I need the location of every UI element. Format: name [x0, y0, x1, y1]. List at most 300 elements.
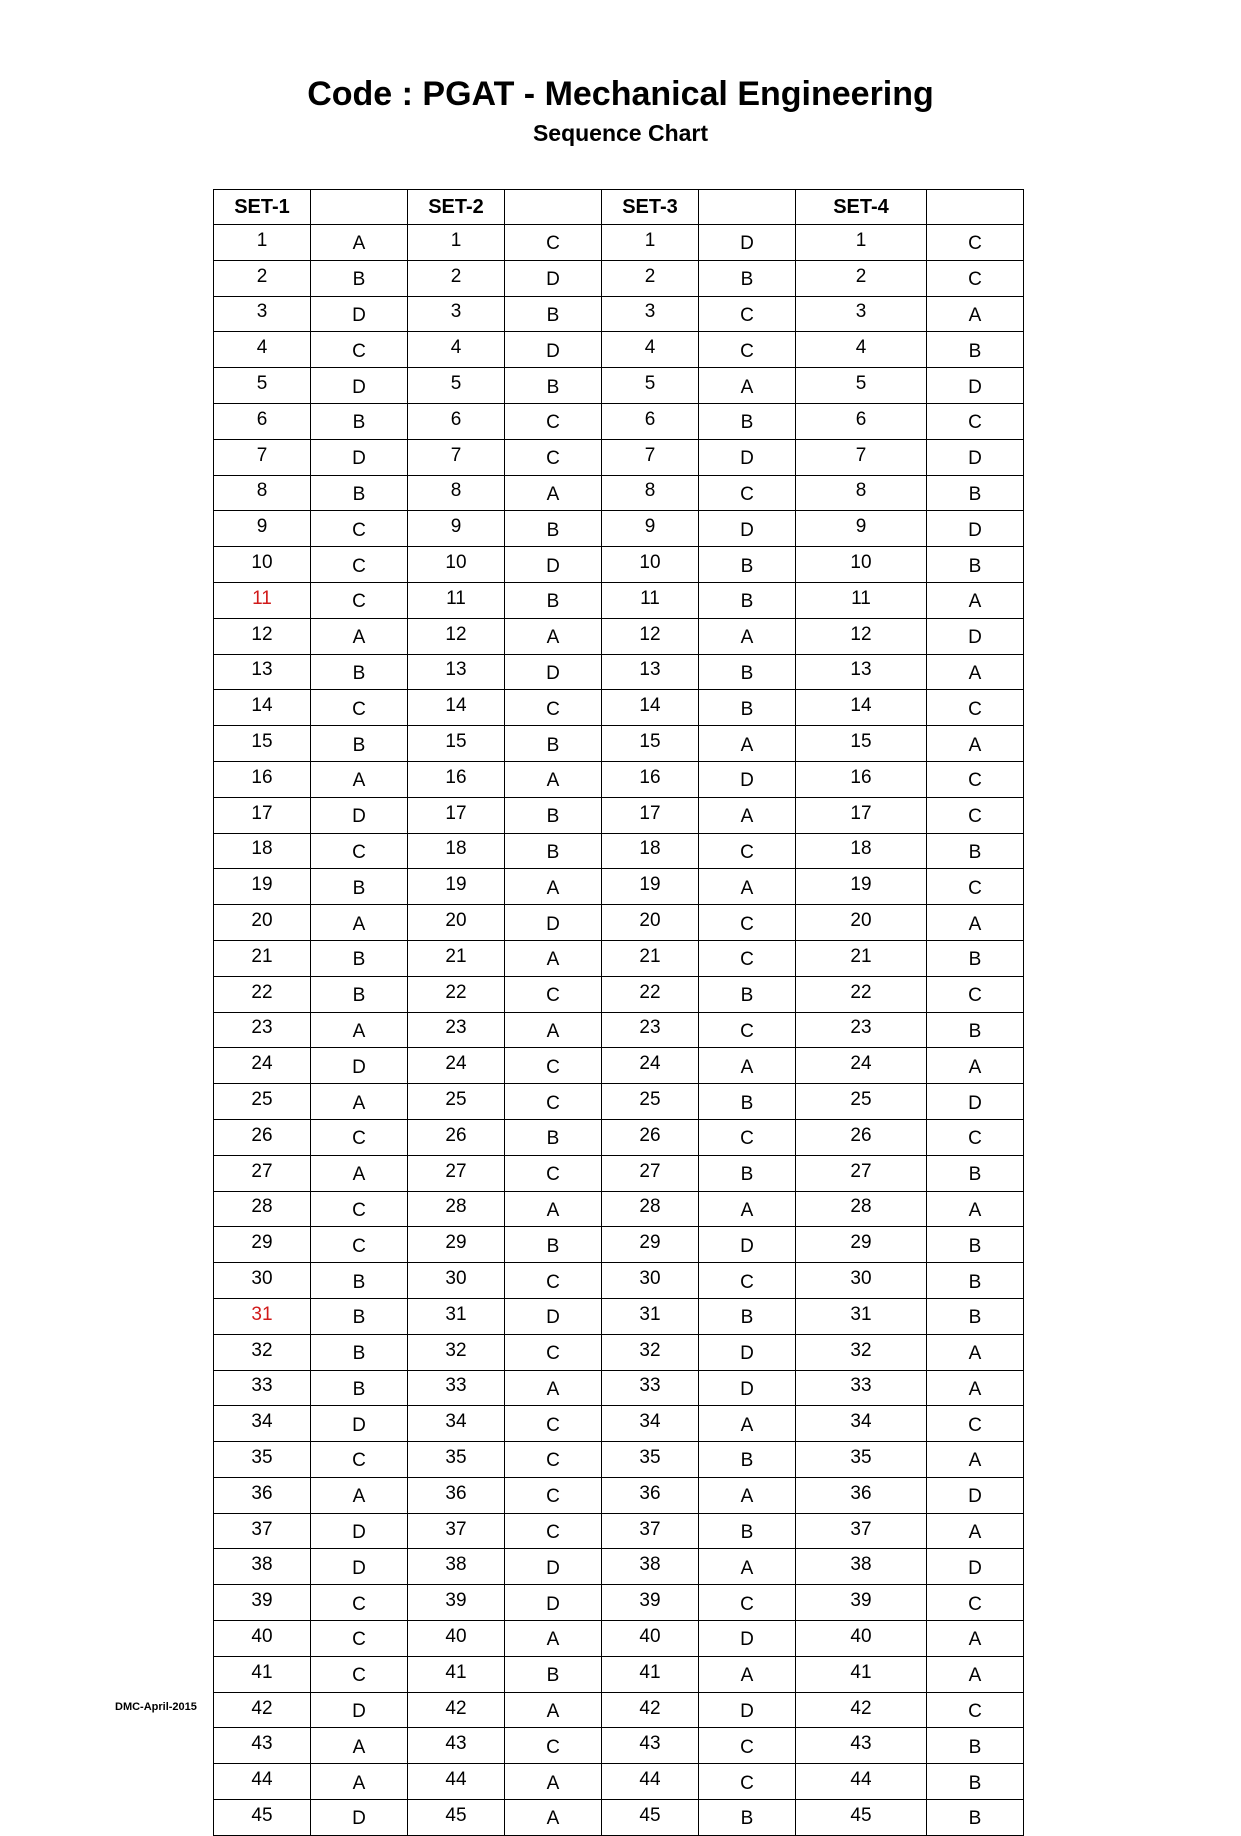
set-4-answer-cell: B [927, 1012, 1024, 1048]
set-1-question-cell: 42 [214, 1692, 311, 1728]
table-row [214, 1263, 1024, 1299]
set-2-answer-cell: A [505, 475, 602, 511]
set-1-answer-cell: B [311, 1334, 408, 1370]
set-2-question-cell: 3 [408, 296, 505, 332]
set-3-answer-cell: B [699, 1298, 796, 1334]
set-2-answer-cell: D [505, 1549, 602, 1585]
set-1-answer-cell: B [311, 475, 408, 511]
table-row [214, 1800, 1024, 1836]
header-row [214, 190, 1024, 225]
set-3-question-cell: 31 [602, 1298, 699, 1334]
set-2-answer-cell: B [505, 368, 602, 404]
set-1-question-cell: 10 [214, 547, 311, 583]
set-3-question-cell: 29 [602, 1227, 699, 1263]
set-2-answer-cell: A [505, 1800, 602, 1836]
set-3-answer-cell: A [699, 1549, 796, 1585]
set-2-header: SET-2 [408, 190, 505, 225]
set-3-question-cell: 24 [602, 1048, 699, 1084]
set-2-answer-cell: B [505, 1227, 602, 1263]
set-3-question-cell: 44 [602, 1764, 699, 1800]
set-4-answer-cell: B [927, 332, 1024, 368]
set-2-question-cell: 7 [408, 439, 505, 475]
set-2-answer-cell: A [505, 618, 602, 654]
table-row [214, 547, 1024, 583]
footer-label: DMC-April-2015 [115, 1701, 197, 1713]
set-4-question-cell: 5 [796, 368, 927, 404]
set-3-answer-cell: C [699, 905, 796, 941]
set-2-question-cell: 39 [408, 1585, 505, 1621]
set-4-question-cell: 32 [796, 1334, 927, 1370]
set-1-question-cell: 17 [214, 797, 311, 833]
set-4-answer-cell: D [927, 618, 1024, 654]
chart-body [214, 225, 1024, 1836]
set-4-answer-cell: A [927, 1370, 1024, 1406]
set-3-question-cell: 30 [602, 1263, 699, 1299]
set-4-question-cell: 39 [796, 1585, 927, 1621]
set-3-question-cell: 6 [602, 403, 699, 439]
set-1-question-cell: 16 [214, 761, 311, 797]
set-2-question-cell: 37 [408, 1513, 505, 1549]
set-1-question-cell: 24 [214, 1048, 311, 1084]
set-3-question-cell: 9 [602, 511, 699, 547]
set-1-answer-cell: A [311, 1012, 408, 1048]
set-2-answer-cell: D [505, 905, 602, 941]
set-2-question-cell: 1 [408, 225, 505, 261]
table-row [214, 1084, 1024, 1120]
set-2-answer-cell: A [505, 1764, 602, 1800]
set-1-question-cell: 15 [214, 726, 311, 762]
set-4-question-cell: 11 [796, 582, 927, 618]
set-3-answer-cell: D [699, 1227, 796, 1263]
set-3-question-cell: 40 [602, 1621, 699, 1657]
set-1-question-cell: 34 [214, 1406, 311, 1442]
set-1-answer-cell: D [311, 1406, 408, 1442]
set-4-answer-cell: B [927, 475, 1024, 511]
set-1-question-cell: 44 [214, 1764, 311, 1800]
set-2-answer-cell: C [505, 225, 602, 261]
set-2-question-cell: 42 [408, 1692, 505, 1728]
set-1-question-cell: 30 [214, 1263, 311, 1299]
set-3-answer-cell: A [699, 869, 796, 905]
set-1-question-cell: 25 [214, 1084, 311, 1120]
set-3-question-cell: 43 [602, 1728, 699, 1764]
set-4-answer-cell: A [927, 1191, 1024, 1227]
set-3-question-cell: 34 [602, 1406, 699, 1442]
set-3-question-cell: 35 [602, 1442, 699, 1478]
table-row [214, 1442, 1024, 1478]
set-3-answer-cell: C [699, 1263, 796, 1299]
set-1-answer-cell: B [311, 976, 408, 1012]
set-3-question-cell: 18 [602, 833, 699, 869]
set-3-question-cell: 5 [602, 368, 699, 404]
set-1-answer-cell: B [311, 260, 408, 296]
table-row [214, 225, 1024, 261]
set-1-question-cell: 8 [214, 475, 311, 511]
set-1-answer-cell: C [311, 511, 408, 547]
set-3-question-cell: 20 [602, 905, 699, 941]
set-3-answer-cell: C [699, 1764, 796, 1800]
set-2-question-cell: 13 [408, 654, 505, 690]
set-3-question-cell: 15 [602, 726, 699, 762]
table-row [214, 1406, 1024, 1442]
set-1-question-cell: 39 [214, 1585, 311, 1621]
set-3-answer-cell: A [699, 1477, 796, 1513]
set-1-answer-cell: C [311, 1585, 408, 1621]
set-3-answer-cell: C [699, 1728, 796, 1764]
set-2-question-cell: 20 [408, 905, 505, 941]
set-4-answer-cell: B [927, 1155, 1024, 1191]
table-row [214, 940, 1024, 976]
set-3-question-cell: 12 [602, 618, 699, 654]
set-3-answer-cell: B [699, 1155, 796, 1191]
set-4-question-cell: 13 [796, 654, 927, 690]
set-1-question-cell: 23 [214, 1012, 311, 1048]
table-row [214, 1048, 1024, 1084]
set-3-answer-cell: B [699, 654, 796, 690]
set-2-answer-cell: C [505, 1406, 602, 1442]
set-1-answer-cell: C [311, 1191, 408, 1227]
set-3-question-cell: 3 [602, 296, 699, 332]
set-3-answer-cell: B [699, 1800, 796, 1836]
table-row [214, 332, 1024, 368]
set-4-question-cell: 27 [796, 1155, 927, 1191]
set-2-answer-cell: D [505, 260, 602, 296]
set-2-question-cell: 2 [408, 260, 505, 296]
set-3-answer-cell: D [699, 511, 796, 547]
set-2-question-cell: 38 [408, 1549, 505, 1585]
set-3-question-cell: 27 [602, 1155, 699, 1191]
set-1-answer-cell: A [311, 1764, 408, 1800]
set-4-question-cell: 9 [796, 511, 927, 547]
set-3-question-cell: 28 [602, 1191, 699, 1227]
set-4-question-cell: 30 [796, 1263, 927, 1299]
set-2-question-cell: 5 [408, 368, 505, 404]
set-4-question-cell: 33 [796, 1370, 927, 1406]
set-2-answer-cell: C [505, 1334, 602, 1370]
set-1-question-cell: 31 [214, 1298, 311, 1334]
set-1-question-cell: 18 [214, 833, 311, 869]
set-4-answer-cell: A [927, 1621, 1024, 1657]
set-1-question-cell: 29 [214, 1227, 311, 1263]
set-1-answer-cell: C [311, 582, 408, 618]
set-2-answer-cell: A [505, 1370, 602, 1406]
set-4-question-cell: 45 [796, 1800, 927, 1836]
set-3-answer-cell: D [699, 1334, 796, 1370]
sequence-chart-table [213, 189, 1024, 1836]
set-1-answer-cell: B [311, 654, 408, 690]
set-4-answer-cell: C [927, 976, 1024, 1012]
set-3-answer-cell: C [699, 296, 796, 332]
set-2-question-cell: 41 [408, 1656, 505, 1692]
set-2-answer-cell: C [505, 1477, 602, 1513]
set-1-answer-cell: B [311, 869, 408, 905]
set-2-question-cell: 26 [408, 1119, 505, 1155]
set-2-question-cell: 29 [408, 1227, 505, 1263]
set-2-question-cell: 23 [408, 1012, 505, 1048]
set-2-question-cell: 21 [408, 940, 505, 976]
set-3-question-cell: 8 [602, 475, 699, 511]
set-3-question-cell: 2 [602, 260, 699, 296]
set-2-question-cell: 8 [408, 475, 505, 511]
set-3-question-cell: 39 [602, 1585, 699, 1621]
set-3-question-cell: 17 [602, 797, 699, 833]
set-4-answer-cell: A [927, 1656, 1024, 1692]
set-4-answer-cell: C [927, 260, 1024, 296]
set-1-answer-cell: B [311, 403, 408, 439]
set-1-question-cell: 40 [214, 1621, 311, 1657]
set-2-answer-cell: C [505, 976, 602, 1012]
set-1-question-cell: 41 [214, 1656, 311, 1692]
set-3-question-cell: 42 [602, 1692, 699, 1728]
set-4-answer-cell: C [927, 797, 1024, 833]
table-row [214, 833, 1024, 869]
set-2-question-cell: 15 [408, 726, 505, 762]
set-1-answer-cell: D [311, 1048, 408, 1084]
set-2-answer-cell: D [505, 332, 602, 368]
set-2-question-cell: 44 [408, 1764, 505, 1800]
set-2-question-cell: 45 [408, 1800, 505, 1836]
set-1-answer-cell: D [311, 368, 408, 404]
set-2-answer-cell: C [505, 1728, 602, 1764]
set-3-answer-cell: A [699, 1191, 796, 1227]
set-4-question-cell: 15 [796, 726, 927, 762]
table-row [214, 1334, 1024, 1370]
set-2-question-cell: 6 [408, 403, 505, 439]
set-4-question-cell: 2 [796, 260, 927, 296]
set-1-answer-cell: D [311, 296, 408, 332]
table-row [214, 296, 1024, 332]
set-1-answer-cell: C [311, 1119, 408, 1155]
set-4-question-cell: 28 [796, 1191, 927, 1227]
set-2-answer-cell: B [505, 726, 602, 762]
table-row [214, 439, 1024, 475]
table-row [214, 511, 1024, 547]
set-4-question-cell: 8 [796, 475, 927, 511]
set-1-question-cell: 35 [214, 1442, 311, 1478]
set-4-question-cell: 40 [796, 1621, 927, 1657]
set-3-answer-cell: C [699, 1585, 796, 1621]
set-4-question-cell: 18 [796, 833, 927, 869]
set-1-answer-cell: D [311, 1549, 408, 1585]
set-2-question-cell: 33 [408, 1370, 505, 1406]
set-1-answer-cell: C [311, 332, 408, 368]
set-3-answer-cell: C [699, 940, 796, 976]
set-4-answer-cell: B [927, 833, 1024, 869]
set-2-question-cell: 10 [408, 547, 505, 583]
set-1-answer-cell: A [311, 225, 408, 261]
set-3-answer-cell: B [699, 976, 796, 1012]
set-1-answer-cell: D [311, 1692, 408, 1728]
set-4-question-cell: 3 [796, 296, 927, 332]
set-1-answer-cell: C [311, 547, 408, 583]
set-1-question-cell: 20 [214, 905, 311, 941]
set-1-question-cell: 21 [214, 940, 311, 976]
set-1-question-cell: 43 [214, 1728, 311, 1764]
set-4-answer-cell: A [927, 1334, 1024, 1370]
set-1-question-cell: 6 [214, 403, 311, 439]
table-row [214, 726, 1024, 762]
set-1-answer-cell: C [311, 1621, 408, 1657]
set-1-question-cell: 38 [214, 1549, 311, 1585]
table-row [214, 368, 1024, 404]
set-1-answer-header [311, 190, 408, 225]
set-4-question-cell: 35 [796, 1442, 927, 1478]
set-3-answer-cell: C [699, 833, 796, 869]
set-4-question-cell: 10 [796, 547, 927, 583]
set-4-question-cell: 24 [796, 1048, 927, 1084]
set-1-question-cell: 28 [214, 1191, 311, 1227]
set-1-question-cell: 19 [214, 869, 311, 905]
table-row [214, 976, 1024, 1012]
set-4-answer-cell: D [927, 1477, 1024, 1513]
set-2-answer-cell: B [505, 296, 602, 332]
set-4-question-cell: 4 [796, 332, 927, 368]
set-4-question-cell: 6 [796, 403, 927, 439]
set-3-question-cell: 1 [602, 225, 699, 261]
set-2-question-cell: 18 [408, 833, 505, 869]
set-4-question-cell: 34 [796, 1406, 927, 1442]
set-2-answer-cell: B [505, 1656, 602, 1692]
set-1-header: SET-1 [214, 190, 311, 225]
set-1-answer-cell: A [311, 618, 408, 654]
set-4-answer-cell: A [927, 726, 1024, 762]
set-4-answer-cell: C [927, 761, 1024, 797]
table-row [214, 403, 1024, 439]
set-3-answer-cell: A [699, 1048, 796, 1084]
set-4-question-cell: 31 [796, 1298, 927, 1334]
table-row [214, 761, 1024, 797]
table-row [214, 797, 1024, 833]
set-3-question-cell: 45 [602, 1800, 699, 1836]
set-4-answer-cell: B [927, 1298, 1024, 1334]
set-2-question-cell: 11 [408, 582, 505, 618]
set-1-question-cell: 37 [214, 1513, 311, 1549]
set-4-question-cell: 43 [796, 1728, 927, 1764]
table-row [214, 1370, 1024, 1406]
set-3-question-cell: 10 [602, 547, 699, 583]
set-2-answer-cell: B [505, 833, 602, 869]
set-3-answer-cell: A [699, 1406, 796, 1442]
set-4-header: SET-4 [796, 190, 927, 225]
set-1-question-cell: 7 [214, 439, 311, 475]
table-row [214, 1227, 1024, 1263]
set-1-answer-cell: A [311, 1084, 408, 1120]
set-3-answer-cell: D [699, 1621, 796, 1657]
set-3-question-cell: 23 [602, 1012, 699, 1048]
set-4-answer-cell: D [927, 1084, 1024, 1120]
set-1-answer-cell: A [311, 1477, 408, 1513]
set-3-answer-cell: C [699, 332, 796, 368]
set-4-answer-cell: B [927, 1800, 1024, 1836]
set-4-answer-cell: A [927, 582, 1024, 618]
set-2-answer-cell: C [505, 1048, 602, 1084]
set-4-answer-cell: C [927, 403, 1024, 439]
set-2-answer-cell: D [505, 654, 602, 690]
table-row [214, 1549, 1024, 1585]
set-2-question-cell: 22 [408, 976, 505, 1012]
set-2-answer-cell: B [505, 511, 602, 547]
set-4-answer-cell: B [927, 940, 1024, 976]
set-2-answer-cell: A [505, 761, 602, 797]
table-row [214, 905, 1024, 941]
set-4-answer-cell: D [927, 1549, 1024, 1585]
set-1-answer-cell: B [311, 1298, 408, 1334]
set-3-answer-cell: D [699, 761, 796, 797]
set-4-question-cell: 37 [796, 1513, 927, 1549]
set-1-answer-cell: A [311, 761, 408, 797]
set-1-answer-cell: A [311, 1155, 408, 1191]
set-3-question-cell: 21 [602, 940, 699, 976]
set-3-answer-cell: B [699, 1513, 796, 1549]
set-2-answer-cell: C [505, 1084, 602, 1120]
set-1-answer-cell: B [311, 940, 408, 976]
set-3-answer-cell: C [699, 1012, 796, 1048]
set-4-question-cell: 26 [796, 1119, 927, 1155]
set-2-question-cell: 9 [408, 511, 505, 547]
set-1-answer-cell: D [311, 1800, 408, 1836]
set-4-question-cell: 23 [796, 1012, 927, 1048]
set-3-question-cell: 19 [602, 869, 699, 905]
set-2-answer-cell: A [505, 1191, 602, 1227]
set-4-question-cell: 44 [796, 1764, 927, 1800]
set-3-answer-cell: C [699, 1119, 796, 1155]
set-4-answer-cell: C [927, 1692, 1024, 1728]
set-1-answer-cell: B [311, 1370, 408, 1406]
set-4-question-cell: 21 [796, 940, 927, 976]
set-2-question-cell: 31 [408, 1298, 505, 1334]
set-4-question-cell: 7 [796, 439, 927, 475]
set-1-answer-cell: D [311, 439, 408, 475]
set-3-question-cell: 14 [602, 690, 699, 726]
set-2-question-cell: 35 [408, 1442, 505, 1478]
table-row [214, 1191, 1024, 1227]
set-1-answer-cell: C [311, 833, 408, 869]
set-4-answer-cell: B [927, 1227, 1024, 1263]
set-2-question-cell: 43 [408, 1728, 505, 1764]
set-3-question-cell: 13 [602, 654, 699, 690]
set-4-question-cell: 36 [796, 1477, 927, 1513]
set-3-question-cell: 26 [602, 1119, 699, 1155]
set-2-answer-cell: A [505, 1621, 602, 1657]
set-4-answer-cell: C [927, 869, 1024, 905]
set-2-answer-cell: B [505, 797, 602, 833]
set-4-answer-cell: A [927, 1442, 1024, 1478]
set-2-answer-cell: D [505, 1585, 602, 1621]
set-2-question-cell: 32 [408, 1334, 505, 1370]
set-4-question-cell: 1 [796, 225, 927, 261]
set-4-question-cell: 19 [796, 869, 927, 905]
set-1-answer-cell: B [311, 1263, 408, 1299]
set-2-question-cell: 12 [408, 618, 505, 654]
set-4-question-cell: 38 [796, 1549, 927, 1585]
set-4-answer-cell: C [927, 1406, 1024, 1442]
set-1-answer-cell: C [311, 1442, 408, 1478]
set-1-answer-cell: C [311, 1656, 408, 1692]
set-1-question-cell: 26 [214, 1119, 311, 1155]
set-2-question-cell: 19 [408, 869, 505, 905]
set-4-question-cell: 14 [796, 690, 927, 726]
table-row [214, 260, 1024, 296]
set-2-answer-cell: B [505, 582, 602, 618]
set-4-answer-cell: D [927, 439, 1024, 475]
set-3-answer-cell: D [699, 225, 796, 261]
set-1-answer-cell: A [311, 1728, 408, 1764]
set-1-question-cell: 13 [214, 654, 311, 690]
set-4-answer-cell: A [927, 1513, 1024, 1549]
set-4-answer-cell: C [927, 1585, 1024, 1621]
set-2-question-cell: 4 [408, 332, 505, 368]
set-1-question-cell: 11 [214, 582, 311, 618]
